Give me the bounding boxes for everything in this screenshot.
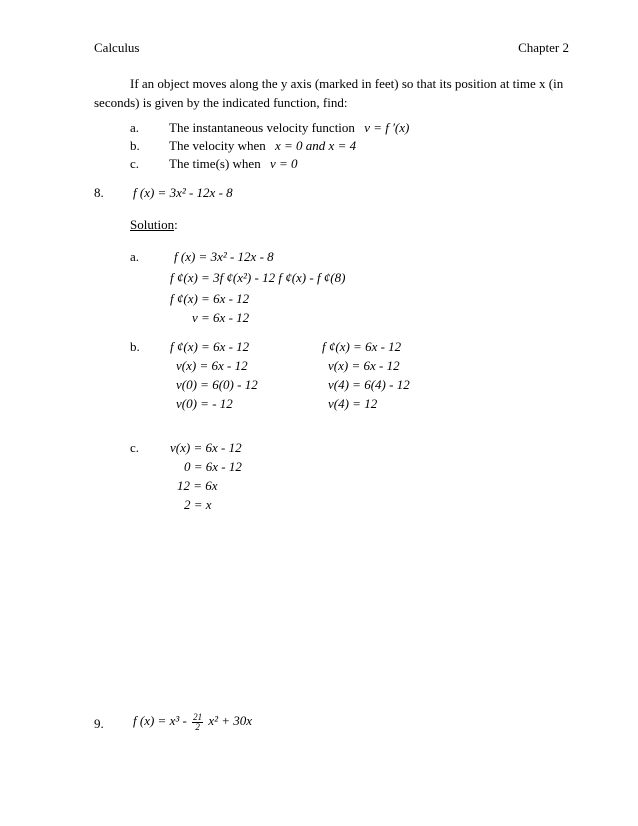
task-b-description: The velocity when <box>169 138 266 153</box>
problem-9-fraction-denominator: 2 <box>195 721 200 732</box>
task-b-text <box>169 139 356 152</box>
part-b-right-line-1: f ¢(x) = 6x - 12 <box>322 339 402 354</box>
task-b-letter: b. <box>130 138 140 153</box>
solution-colon: : <box>174 217 178 232</box>
problem-8-function: f (x) = 3x² - 12x - 8 <box>133 185 233 200</box>
part-b-right-line-2: v(x) = 6x - 12 <box>328 358 400 373</box>
task-a-text <box>169 121 409 134</box>
part-b-left-line-2: v(x) = 6x - 12 <box>176 358 248 373</box>
problem-9-fraction-numerator: 21 <box>193 711 203 722</box>
part-c-line-1: v(x) = 6x - 12 <box>170 440 242 455</box>
task-c-letter: c. <box>130 156 140 171</box>
task-c-description: The time(s) when <box>169 156 261 171</box>
part-b-right-line-3: v(4) = 6(4) - 12 <box>328 377 410 392</box>
intro-line-2: seconds) is given by the indicated function, find: <box>94 95 348 110</box>
part-a-line-2: f ¢(x) = 3f ¢(x²) - 12 f ¢(x) - f ¢(8) <box>170 270 346 285</box>
part-a-letter: a. <box>130 249 140 264</box>
problem-9-function <box>133 711 252 732</box>
header-left: Calculus <box>94 40 140 55</box>
problem-9-function-end: x² + 30x <box>208 713 253 728</box>
part-c-letter: c. <box>130 440 140 455</box>
part-b-left-line-4: v(0) = - 12 <box>176 396 233 411</box>
solution-heading <box>130 218 178 231</box>
problem-9-fraction <box>192 713 203 732</box>
part-c-line-4: 2 = x <box>184 497 212 512</box>
part-c-line-3: 12 = 6x <box>177 478 218 493</box>
problem-9-function-start: f (x) = x³ - <box>133 713 187 728</box>
part-b-right-line-4: v(4) = 12 <box>328 396 378 411</box>
task-c-text <box>169 157 298 170</box>
part-c-line-2: 0 = 6x - 12 <box>184 459 242 474</box>
part-a-line-3: f ¢(x) = 6x - 12 <box>170 291 250 306</box>
problem-8-number: 8. <box>94 185 104 200</box>
task-c-math: v = 0 <box>269 156 298 171</box>
task-a-math: v = f ′(x) <box>364 120 410 135</box>
part-a-line-1: f (x) = 3x² - 12x - 8 <box>174 249 274 264</box>
solution-label: Solution <box>130 217 175 232</box>
part-b-letter: b. <box>130 339 140 354</box>
intro-line-1: If an object moves along the y axis (marked in feet) so that its position at time x (in <box>130 76 564 91</box>
part-b-left-line-3: v(0) = 6(0) - 12 <box>176 377 258 392</box>
header-right: Chapter 2 <box>518 40 569 55</box>
problem-9-number: 9. <box>94 716 104 731</box>
part-a-line-4: v = 6x - 12 <box>192 310 250 325</box>
task-a-description: The instantaneous velocity function <box>169 120 355 135</box>
task-b-math: x = 0 and x = 4 <box>275 138 357 153</box>
task-a-letter: a. <box>130 120 140 135</box>
part-b-left-line-1: f ¢(x) = 6x - 12 <box>170 339 250 354</box>
